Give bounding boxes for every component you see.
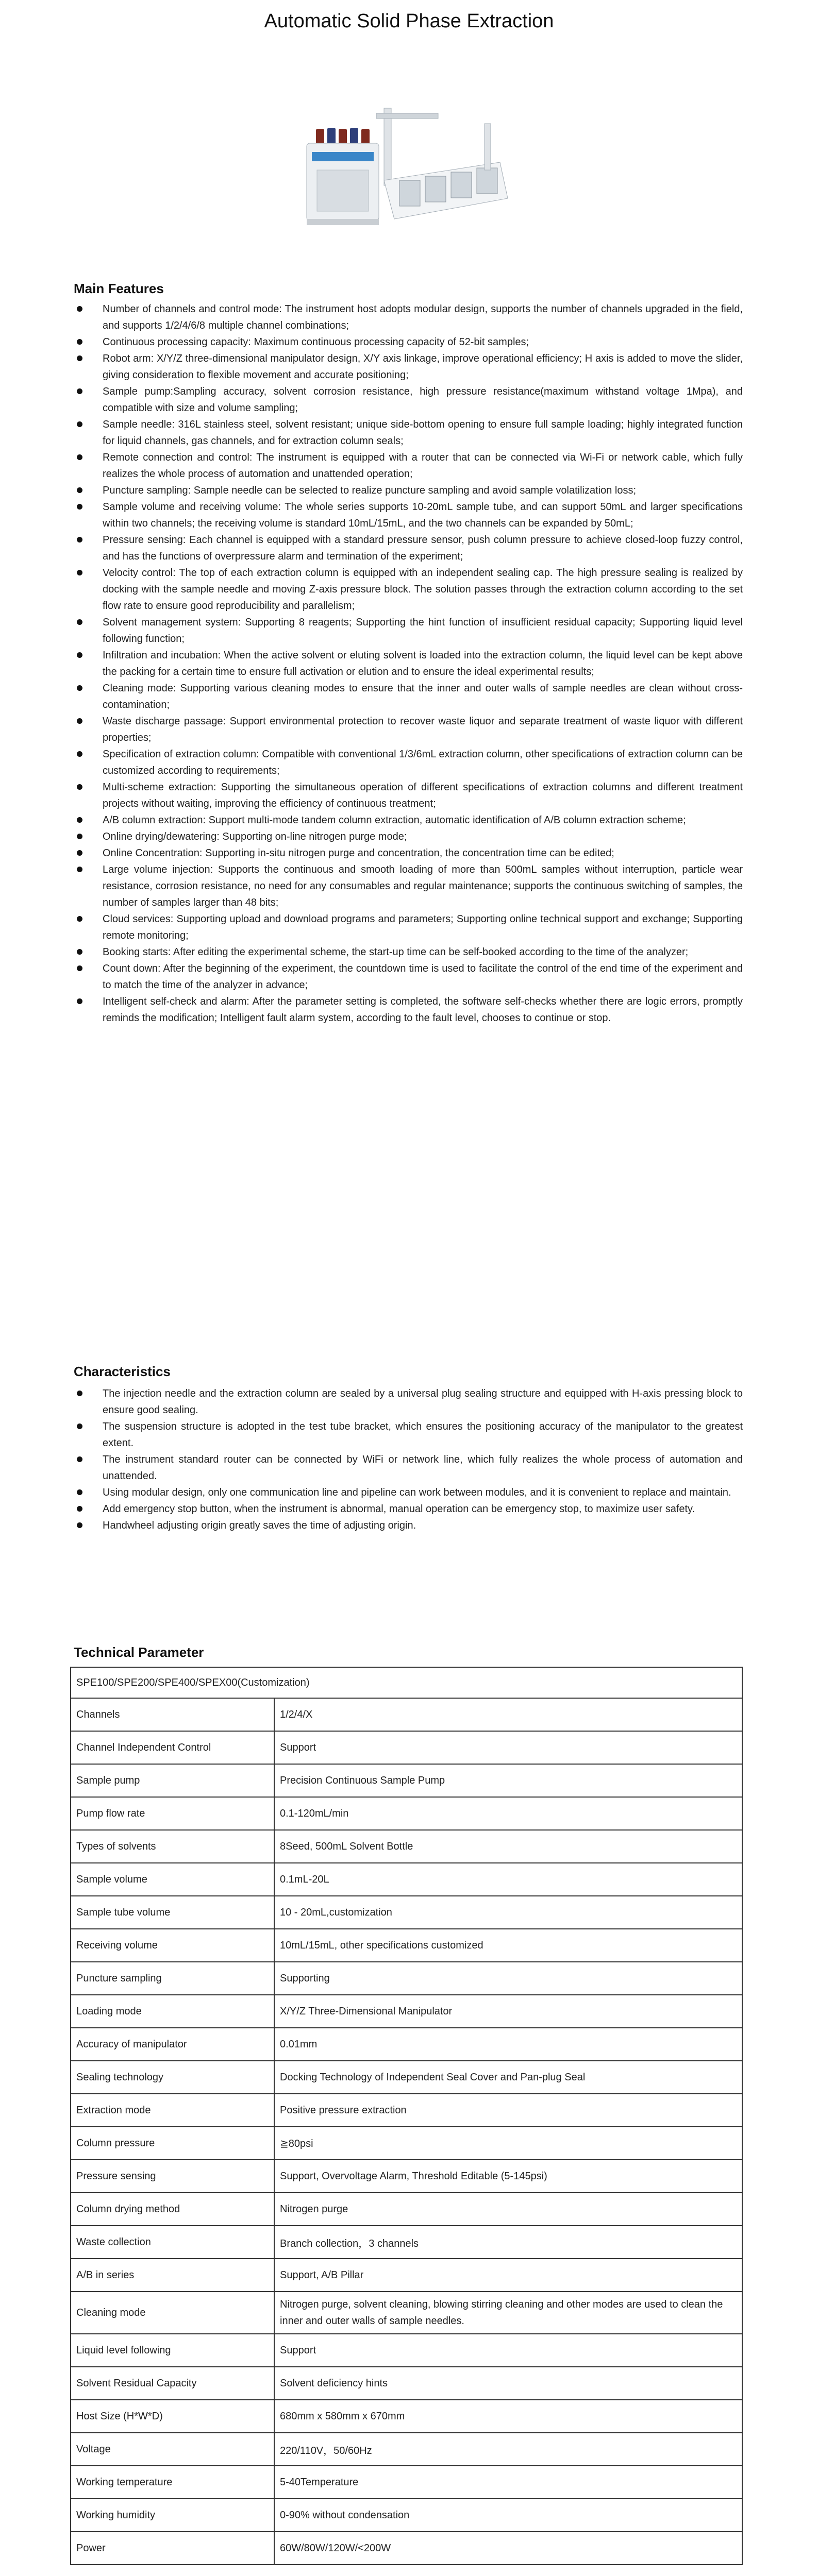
- technical-parameter-heading: Technical Parameter: [74, 1645, 204, 1660]
- parameter-label: Voltage: [71, 2433, 274, 2466]
- table-row: [71, 2334, 742, 2367]
- table-row: [71, 1962, 742, 1995]
- list-item: Add emergency stop button, when the instrument is abnormal, manual operation can be emergency stop, to maximize user safety.: [74, 1501, 743, 1517]
- main-features-list: [74, 301, 743, 1026]
- page-title: Automatic Solid Phase Extraction: [264, 10, 554, 32]
- parameter-value: 60W/80W/120W/<200W: [274, 2532, 742, 2565]
- list-item: Continuous processing capacity: Maximum continuous processing capacity of 52-bit samples;: [74, 334, 743, 350]
- parameter-label: Liquid level following: [71, 2334, 274, 2367]
- parameter-value: 220/110V，50/60Hz: [274, 2433, 742, 2466]
- list-item: The injection needle and the extraction column are sealed by a universal plug sealing structure and equipped with H-axis pressing block to ensure good sealing.: [74, 1385, 743, 1418]
- table-row: [71, 1731, 742, 1764]
- list-item: Solvent management system: Supporting 8 reagents; Supporting the hint function of insufficient residual capacity; Supporting liquid level following function;: [74, 614, 743, 647]
- table-row: [71, 1863, 742, 1896]
- list-item: Online drying/dewatering: Supporting on-line nitrogen purge mode;: [74, 828, 743, 845]
- table-row: [71, 1830, 742, 1863]
- parameter-value: Nitrogen purge: [274, 2193, 742, 2226]
- table-row: [71, 1667, 742, 1698]
- table-row: [71, 2160, 742, 2193]
- parameter-label: Solvent Residual Capacity: [71, 2367, 274, 2400]
- list-item: Specification of extraction column: Compatible with conventional 1/3/6mL extraction column, other specifications of extraction column can be customized according to requirements;: [74, 746, 743, 779]
- parameter-label: Puncture sampling: [71, 1962, 274, 1995]
- parameter-label: Accuracy of manipulator: [71, 2028, 274, 2061]
- model-row-cell: SPE100/SPE200/SPE400/SPEX00(Customization): [71, 1667, 742, 1698]
- parameter-label: Column drying method: [71, 2193, 274, 2226]
- table-row: [71, 2226, 742, 2259]
- list-item: Number of channels and control mode: The instrument host adopts modular design, supports the number of channels upgraded in the field, and supports 1/2/4/6/8 multiple channel combinations;: [74, 301, 743, 334]
- list-item: The instrument standard router can be connected by WiFi or network line, which fully realizes the whole process of automation and unattended.: [74, 1451, 743, 1484]
- parameter-label: Sample volume: [71, 1863, 274, 1896]
- parameter-value: 10mL/15mL, other specifications customized: [274, 1929, 742, 1962]
- parameter-label: Receiving volume: [71, 1929, 274, 1962]
- parameter-label: Sample tube volume: [71, 1896, 274, 1929]
- table-row: [71, 1764, 742, 1797]
- main-features-heading: Main Features: [74, 281, 164, 296]
- parameter-value: Docking Technology of Independent Seal Cover and Pan-plug Seal: [274, 2061, 742, 2094]
- list-item: Count down: After the beginning of the experiment, the countdown time is used to facilitate the control of the end time of the experiment and to match the time of the analyzer in advance;: [74, 960, 743, 993]
- parameter-value: Support, Overvoltage Alarm, Threshold Editable (5-145psi): [274, 2160, 742, 2193]
- list-item: Infiltration and incubation: When the active solvent or eluting solvent is loaded into the extraction column, the liquid level can be kept above the packing for a certain time to ensure full activation or elution and to ensure the ideal experimental results;: [74, 647, 743, 680]
- table-row: [71, 2028, 742, 2061]
- table-row: [71, 1929, 742, 1962]
- list-item: Sample volume and receiving volume: The whole series supports 10-20mL sample tube, and can support 50mL and larger specifications within two channels; the receiving volume is standard 10mL/15mL, and the two channels can be expanded by 50mL;: [74, 499, 743, 532]
- list-item: Large volume injection: Supports the continuous and smooth loading of more than 500mL samples without interruption, particle wear resistance, corrosion resistance, no need for any consumables and regular maintenance; supports the continuous switching of samples, the number of samples larger than 48 bits;: [74, 861, 743, 911]
- parameter-value: 8Seed, 500mL Solvent Bottle: [274, 1830, 742, 1863]
- parameter-value: Support: [274, 2334, 742, 2367]
- parameter-label: Working humidity: [71, 2499, 274, 2532]
- parameter-value: 0.1-120mL/min: [274, 1797, 742, 1830]
- parameter-label: Pressure sensing: [71, 2160, 274, 2193]
- list-item: Remote connection and control: The instrument is equipped with a router that can be connected via Wi-Fi or network cable, which fully realizes the whole process of automation and unattended operation;: [74, 449, 743, 482]
- parameter-label: Types of solvents: [71, 1830, 274, 1863]
- parameter-label: Sample pump: [71, 1764, 274, 1797]
- parameter-value: Positive pressure extraction: [274, 2094, 742, 2127]
- parameter-value: 0.01mm: [274, 2028, 742, 2061]
- list-item: Sample needle: 316L stainless steel, solvent resistant; unique side-bottom opening to ensure full sample loading; highly integrated function for liquid channels, gas channels, and for extraction column seals;: [74, 416, 743, 449]
- list-item: Booking starts: After editing the experimental scheme, the start-up time can be self-booked according to the time of the analyzer;: [74, 944, 743, 960]
- table-row: [71, 2499, 742, 2532]
- parameter-value: 0.1mL-20L: [274, 1863, 742, 1896]
- characteristics-heading: Characteristics: [74, 1364, 171, 1379]
- table-row: [71, 1995, 742, 2028]
- table-row: [71, 2259, 742, 2292]
- list-item: Online Concentration: Supporting in-situ nitrogen purge and concentration, the concentration time can be edited;: [74, 845, 743, 861]
- table-row: [71, 1797, 742, 1830]
- list-item: Cloud services: Supporting upload and download programs and parameters; Supporting online technical support and exchange; Supporting remote monitoring;: [74, 911, 743, 944]
- table-row: [71, 1698, 742, 1731]
- parameter-label: Loading mode: [71, 1995, 274, 2028]
- list-item: Multi-scheme extraction: Supporting the simultaneous operation of different specifications of extraction columns and different treatment projects without waiting, improving the efficiency of continuous treatment;: [74, 779, 743, 812]
- table-row: [71, 2433, 742, 2466]
- list-item: Intelligent self-check and alarm: After the parameter setting is completed, the software self-checks whether there are logic errors, promptly reminds the modification; Intelligent fault alarm system, according to the fault level, chooses to continue or stop.: [74, 993, 743, 1026]
- list-item: The suspension structure is adopted in the test tube bracket, which ensures the positioning accuracy of the manipulator to the greatest extent.: [74, 1418, 743, 1451]
- parameter-value: Supporting: [274, 1962, 742, 1995]
- table-row: [71, 2466, 742, 2499]
- technical-parameter-table: [70, 1667, 743, 2565]
- parameter-value: Branch collection，3 channels: [274, 2226, 742, 2259]
- parameter-value: Nitrogen purge, solvent cleaning, blowing stirring cleaning and other modes are used to clean the inner and outer walls of sample needles.: [274, 2292, 742, 2334]
- table-row: [71, 2292, 742, 2334]
- parameter-value: Support, A/B Pillar: [274, 2259, 742, 2292]
- parameter-value: Precision Continuous Sample Pump: [274, 1764, 742, 1797]
- list-item: Puncture sampling: Sample needle can be selected to realize puncture sampling and avoid sample volatilization loss;: [74, 482, 743, 499]
- product-image: [296, 103, 513, 237]
- parameter-label: Column pressure: [71, 2127, 274, 2160]
- table-row: [71, 2193, 742, 2226]
- parameter-label: Cleaning mode: [71, 2292, 274, 2334]
- parameter-value: 10 - 20mL,customization: [274, 1896, 742, 1929]
- table-row: [71, 2400, 742, 2433]
- parameter-value: ≧80psi: [274, 2127, 742, 2160]
- parameter-label: Channel Independent Control: [71, 1731, 274, 1764]
- table-row: [71, 2532, 742, 2565]
- list-item: A/B column extraction: Support multi-mode tandem column extraction, automatic identification of A/B column extraction scheme;: [74, 812, 743, 828]
- list-item: Cleaning mode: Supporting various cleaning modes to ensure that the inner and outer walls of sample needles are clean without cross-contamination;: [74, 680, 743, 713]
- parameter-label: Channels: [71, 1698, 274, 1731]
- parameter-label: Working temperature: [71, 2466, 274, 2499]
- parameter-label: Extraction mode: [71, 2094, 274, 2127]
- parameter-value: Solvent deficiency hints: [274, 2367, 742, 2400]
- parameter-label: Sealing technology: [71, 2061, 274, 2094]
- parameter-value: 680mm x 580mm x 670mm: [274, 2400, 742, 2433]
- parameter-label: A/B in series: [71, 2259, 274, 2292]
- parameter-label: Power: [71, 2532, 274, 2565]
- parameter-value: 5-40Temperature: [274, 2466, 742, 2499]
- table-row: [71, 2127, 742, 2160]
- list-item: Pressure sensing: Each channel is equipped with a standard pressure sensor, push column pressure to achieve closed-loop fuzzy control, and has the functions of overpressure alarm and termination of the experiment;: [74, 532, 743, 565]
- list-item: Using modular design, only one communication line and pipeline can work between modules, and it is convenient to replace and maintain.: [74, 1484, 743, 1501]
- list-item: Handwheel adjusting origin greatly saves the time of adjusting origin.: [74, 1517, 743, 1534]
- table-row: [71, 2094, 742, 2127]
- list-item: Robot arm: X/Y/Z three-dimensional manipulator design, X/Y axis linkage, improve operational efficiency; H axis is added to move the slider, giving consideration to flexible movement and accurate positioning;: [74, 350, 743, 383]
- parameter-label: Host Size (H*W*D): [71, 2400, 274, 2433]
- parameter-label: Waste collection: [71, 2226, 274, 2259]
- parameter-value: 1/2/4/X: [274, 1698, 742, 1731]
- list-item: Sample pump:Sampling accuracy, solvent corrosion resistance, high pressure resistance(maximum withstand voltage 1Mpa), and compatible with size and volume sampling;: [74, 383, 743, 416]
- parameter-value: 0-90% without condensation: [274, 2499, 742, 2532]
- list-item: Waste discharge passage: Support environmental protection to recover waste liquor and separate treatment of waste liquor with different properties;: [74, 713, 743, 746]
- table-row: [71, 1896, 742, 1929]
- list-item: Velocity control: The top of each extraction column is equipped with an independent sealing cap. The high pressure sealing is realized by docking with the sample needle and moving Z-axis pressure block. The solution passes through the extraction column according to the set flow rate to ensure good reproducibility and parallelism;: [74, 565, 743, 614]
- characteristics-list: [74, 1385, 743, 1534]
- parameter-label: Pump flow rate: [71, 1797, 274, 1830]
- parameter-value: Support: [274, 1731, 742, 1764]
- table-row: [71, 2061, 742, 2094]
- table-row: [71, 2367, 742, 2400]
- parameter-value: X/Y/Z Three-Dimensional Manipulator: [274, 1995, 742, 2028]
